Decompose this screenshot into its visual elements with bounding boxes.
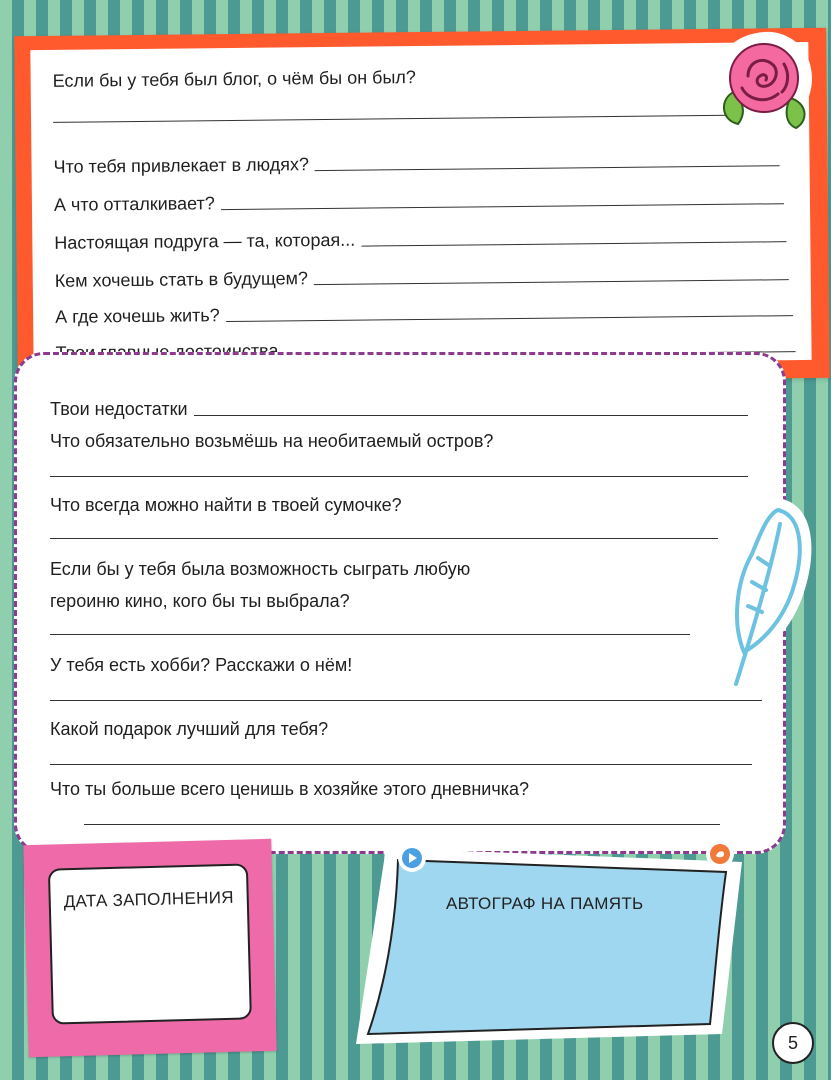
question-friend [54, 224, 786, 254]
question-owner: Что ты больше всего ценишь в хозяйке этого дневничка? [50, 779, 529, 799]
question-friend-text: Настоящая подруга — та, которая... [54, 229, 356, 253]
date-input-box[interactable] [48, 863, 252, 1024]
question-attracts [53, 148, 779, 178]
question-hobby: У тебя есть хобби? Расскажи о нём! [50, 655, 353, 675]
answer-line-attracts[interactable] [315, 165, 780, 171]
question-live-text: А где хочешь жить? [55, 305, 220, 327]
answer-line-weaknesses[interactable] [194, 415, 748, 416]
orange-card-inner [30, 42, 811, 368]
autograph-note[interactable] [350, 838, 750, 1050]
question-future-text: Кем хочешь стать в будущем? [54, 268, 309, 291]
autograph-label: АВТОГРАФ НА ПАМЯТЬ [446, 894, 644, 913]
question-future [55, 262, 789, 292]
page-number: 5 [772, 1022, 814, 1064]
date-label: ДАТА ЗАПОЛНЕНИЯ [63, 887, 235, 912]
question-movie-line1: Если бы у тебя была возможность сыграть любую [50, 559, 471, 579]
question-gift: Какой подарок лучший для тебя? [50, 719, 329, 739]
question-repels-text: А что отталкивает? [53, 193, 215, 215]
question-movie-line2: героиню кино, кого бы ты выбрала? [50, 591, 350, 611]
question-island: Что обязательно возьмёшь на необитаемый остров? [50, 431, 494, 451]
answer-line-hobby[interactable] [50, 700, 762, 701]
answer-line-friend[interactable] [361, 241, 786, 246]
question-live [55, 298, 793, 328]
answer-line-future[interactable] [314, 279, 789, 285]
answer-line-movie[interactable] [50, 634, 690, 635]
answer-line-live[interactable] [226, 315, 793, 322]
question-attracts-text: Что тебя привлекает в людях? [53, 154, 310, 177]
rose-sticker-icon [712, 28, 816, 132]
question-weaknesses-text: Твои недостатки [50, 399, 188, 419]
feather-sticker-icon [718, 494, 818, 698]
orange-question-card [14, 28, 830, 386]
question-weaknesses [50, 398, 748, 420]
question-repels [54, 186, 784, 216]
answer-line-owner[interactable] [84, 824, 720, 825]
answer-line-gift[interactable] [50, 764, 752, 765]
answer-line-island[interactable] [50, 476, 748, 477]
question-blog: Если бы у тебя был блог, о чём бы он был? [52, 67, 416, 91]
answer-line-handbag[interactable] [50, 538, 718, 539]
answer-line-blog[interactable] [53, 115, 741, 123]
date-card [23, 839, 276, 1057]
question-handbag: Что всегда можно найти в твоей сумочке? [50, 495, 402, 515]
answer-line-repels[interactable] [221, 203, 784, 210]
